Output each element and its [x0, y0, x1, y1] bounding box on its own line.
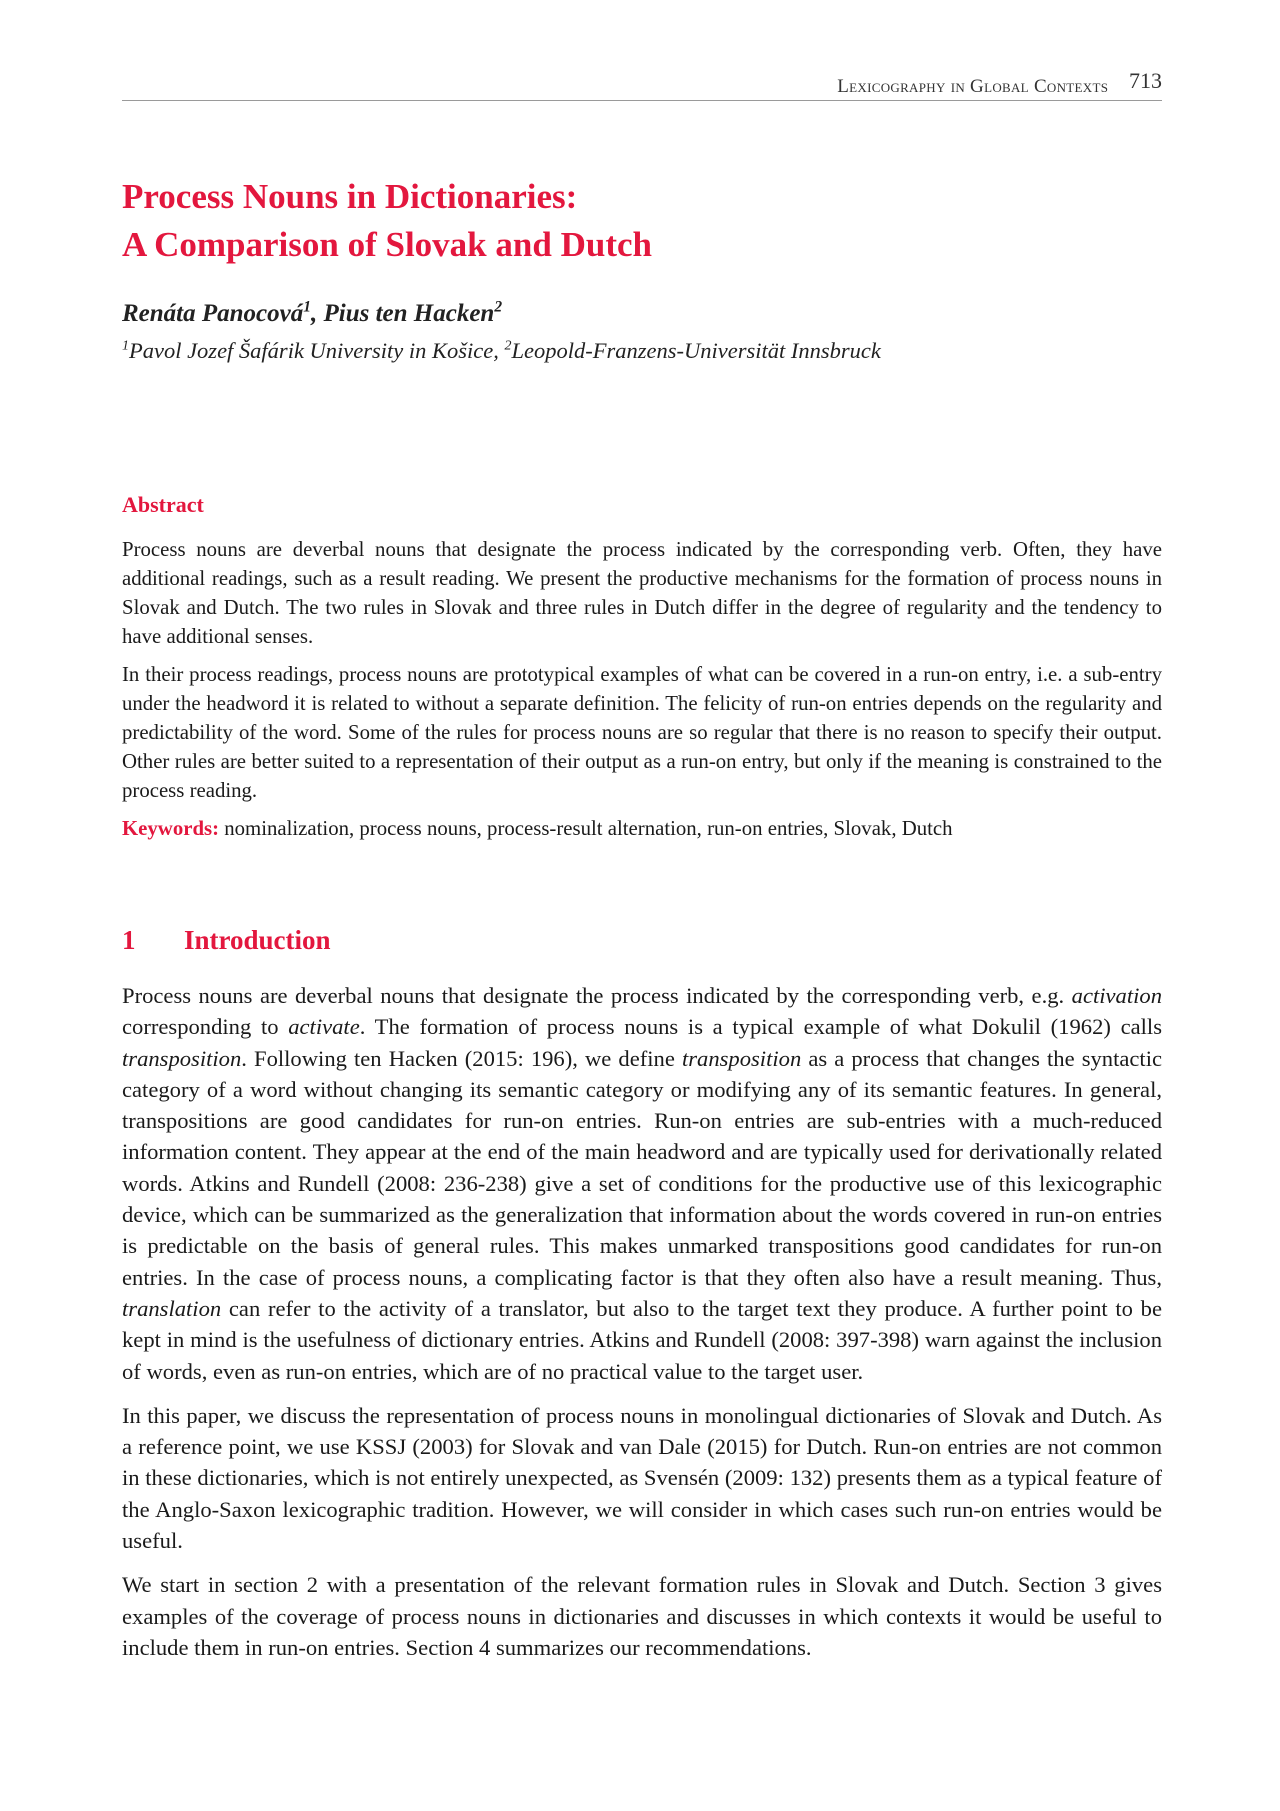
author-separator: ,: [311, 300, 324, 327]
keywords-list: nominalization, process nouns, process-result alternation, run-on entries, Slovak, Dutch: [224, 817, 953, 840]
italic-term: activation: [1071, 983, 1162, 1008]
running-head-title: Lexicography in Global Contexts: [837, 76, 1109, 97]
page-number: 713: [1129, 68, 1162, 93]
body-paragraph: [122, 1400, 1162, 1556]
abstract-heading: Abstract: [122, 492, 204, 517]
text-run: We start in section 2 with a presentation of the relevant formation rules in Slovak and Dutch. Section 3 gives examples of the coverage of process nouns in dictionaries and discusses in which contexts it would be useful to include them in run-on entries. Section 4 summarizes our recommendations.: [122, 1572, 1162, 1660]
section-number: 1: [122, 925, 136, 955]
authors: [122, 300, 502, 328]
author-name: Pius ten Hacken: [323, 300, 495, 327]
text-run: can refer to the activity of a translator, but also to the target text they produce. A further point to be kept in mind is the usefulness of dictionary entries. Atkins and Rundell (2008: 397-398) warn against the inclusion of words, even as run-on entries, which are of no practical value to the target user.: [122, 1295, 1162, 1384]
abstract: [122, 535, 1162, 852]
text-run: . The formation of process nouns is a typical example of what Dokulil (1962) calls: [359, 1014, 1162, 1040]
text-run: . Following ten Hacken (2015: 196), we define: [241, 1045, 682, 1071]
abstract-paragraph: Process nouns are deverbal nouns that designate the process indicated by the corresponding verb. Often, they have additional readings, such as a result reading. We present the productive mechanisms for the formation of process nouns in Slovak and Dutch. The two rules in Slovak and three rules in Dutch differ in the degree of regularity and the tendency to have additional senses.: [122, 538, 1162, 648]
italic-term: transposition: [681, 1045, 802, 1071]
running-head: [122, 68, 1162, 101]
paper-title-line-1: Process Nouns in Dictionaries:: [122, 177, 578, 216]
italic-term: transposition: [122, 1045, 242, 1071]
paper-title: [122, 173, 1162, 269]
text-run: as a process that changes the syntactic category of a word without changing its semantic category or modifying any of its semantic features. In general, transpositions are good candidates for run-on entries. Run-on entries are sub-entries with a much-reduced information content. They appear at the end of the main headword and are typically used for derivationally related words. Atkins and Rundell (2008: 236-238) give a set of conditions for the productive use of this lexicographic device, which can be summarized as the generalization that information about the words covered in run-on entries is predictable on the basis of general rules. This makes unmarked transpositions good candidates for run-on entries. In the case of process nouns, a complicating factor is that they often also have a result meaning. Thus,: [122, 1045, 1163, 1290]
introduction-body: [122, 980, 1162, 1676]
keywords: [122, 814, 1162, 843]
affiliation-mark: 1: [122, 338, 129, 354]
affiliations: [122, 338, 881, 364]
italic-term: translation: [122, 1295, 222, 1321]
text-run: corresponding to: [122, 1014, 289, 1040]
section-title: Introduction: [184, 925, 331, 955]
keywords-label: Keywords:: [122, 817, 220, 840]
author-affiliation-mark: 2: [494, 298, 503, 316]
author-name: Renáta Panocová: [122, 300, 304, 327]
abstract-paragraph: In their process readings, process nouns are prototypical examples of what can be covered in a run-on entry, i.e. a sub-entry under the headword it is related to without a separate definition. The felicity of run-on entries depends on the regularity and predictability of the word. Some of the rules for process nouns are so regular that there is no reason to specify their output. Other rules are better suited to a representation of their output as a run-on entry, but only if the meaning is constrained to the process reading.: [122, 663, 1162, 802]
body-paragraph: [122, 1569, 1162, 1663]
text-run: Process nouns are deverbal nouns that designate the process indicated by the corresponding verb, e.g.: [122, 983, 1072, 1008]
body-paragraph: [122, 980, 1162, 1387]
affiliation-name: Leopold-Franzens-Universität Innsbruck: [511, 338, 881, 363]
italic-term: activate: [288, 1014, 360, 1040]
text-run: In this paper, we discuss the representation of process nouns in monolingual dictionaries of Slovak and Dutch. As a reference point, we use KSSJ (2003) for Slovak and van Dale (2015) for Dutch. Run-on entries are not common in these dictionaries, which is not entirely unexpected, as Svensén (2009: 132) presents them as a typical feature of the Anglo-Saxon lexicographic tradition. However, we will consider in which cases such run-on entries would be useful.: [122, 1402, 1162, 1554]
author-affiliation-mark: 1: [303, 298, 311, 316]
section-heading: [122, 925, 331, 956]
affiliation-name: Pavol Jozef Šafárik University in Košice,: [128, 338, 505, 363]
affiliation-mark: 2: [504, 338, 512, 354]
paper-title-line-2: A Comparison of Slovak and Dutch: [122, 225, 652, 264]
